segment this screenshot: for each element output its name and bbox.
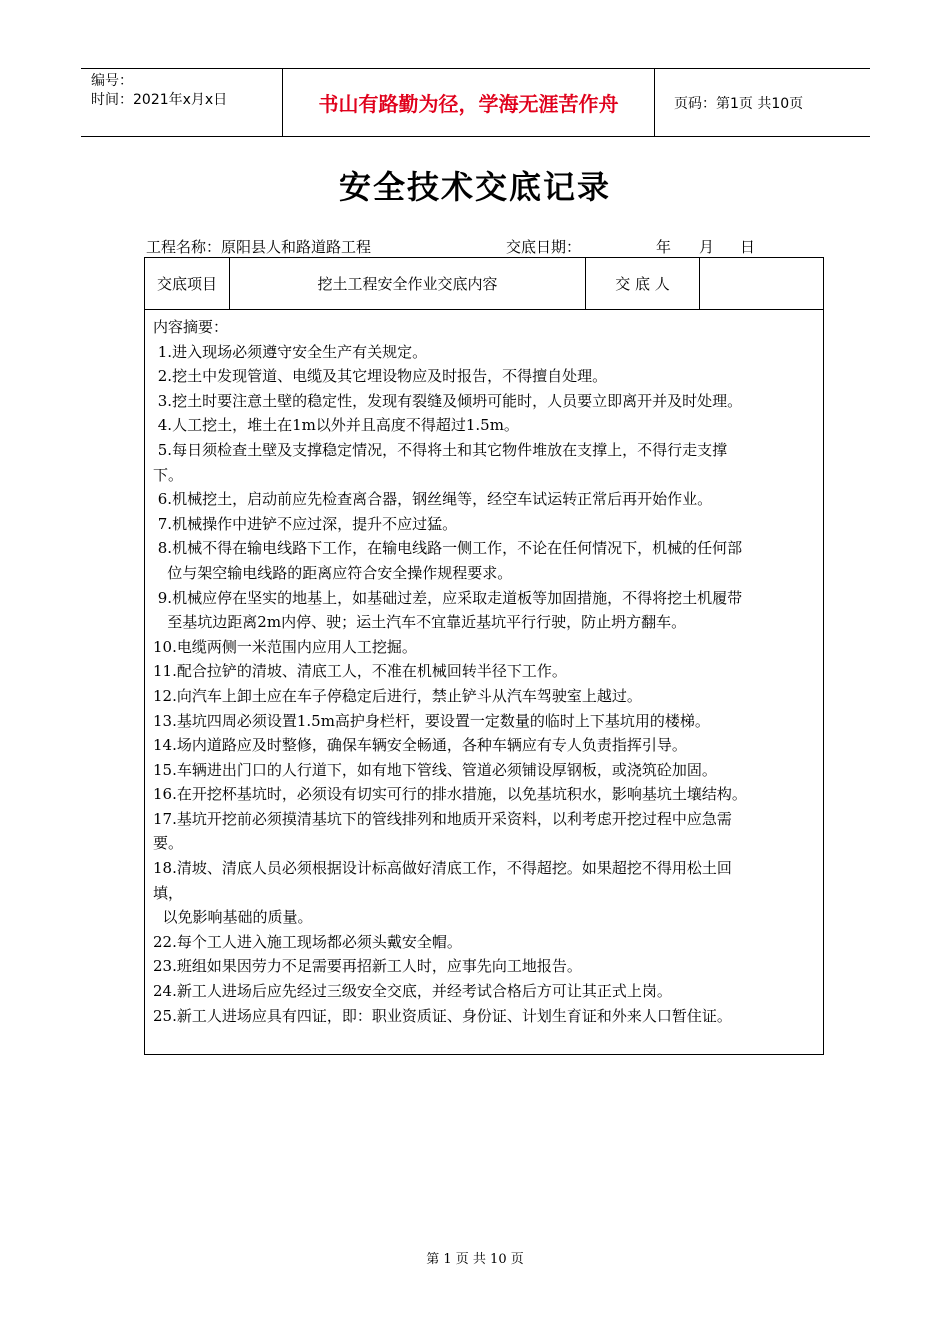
content-line: 25.新工人进场应具有四证，即：职业资质证、身份证、计划生育证和外来人口暂住证。	[153, 1006, 732, 1025]
handover-table	[144, 257, 824, 1055]
header-motto: 书山有路勤为径，学海无涯苦作舟	[282, 69, 655, 136]
content-line: 18.清坡、清底人员必须根据设计标高做好清底工作，不得超挖。如果超挖不得用松土回	[153, 859, 732, 878]
project-name: 工程名称：原阳县人和路道路工程	[146, 238, 372, 256]
content-line: 23.班组如果因劳力不足需要再招新工人时，应事先向工地报告。	[153, 957, 582, 976]
content-line: 10.电缆两侧一米范围内应用人工挖掘。	[153, 637, 417, 656]
content-line: 22.每个工人进入施工现场都必须头戴安全帽。	[153, 932, 462, 951]
date-year: 年	[656, 238, 672, 256]
content-line: 17.基坑开挖前必须摸清基坑下的管线排列和地质开采资料，以利考虑开挖过程中应急需	[153, 809, 732, 828]
content-line: 5.每日须检查土壁及支撑稳定情况，不得将土和其它物件堆放在支撑上，不得行走支撑	[153, 440, 728, 459]
number-label: 编号：	[91, 73, 133, 89]
content-line: 内容摘要：	[153, 318, 229, 336]
time-label: 时间：2021年x月x日	[91, 92, 228, 108]
page-header	[81, 68, 870, 137]
content-summary	[153, 315, 817, 1028]
item-label-cell: 交底项目	[145, 258, 230, 309]
person-value-cell	[700, 258, 823, 309]
date-label: 交底日期：	[506, 238, 582, 256]
person-label-cell: 交 底 人	[586, 258, 700, 309]
content-line: 3.挖土时要注意土壁的稳定性，发现有裂缝及倾坍可能时，人员要立即离开并及时处理。	[153, 391, 743, 410]
content-line: 15.车辆进出门口的人行道下，如有地下管线、管道必须铺设厚钢板，或浇筑砼加固。	[153, 760, 717, 779]
content-line: 9.机械应停在坚实的地基上，如基础过差，应采取走道板等加固措施，不得将挖土机履带	[153, 588, 743, 607]
content-line: 填，	[153, 883, 184, 902]
content-line: 24.新工人进场后应先经过三级安全交底，并经考试合格后方可让其正式上岗。	[153, 982, 672, 1001]
content-line: 16.在开挖杯基坑时，必须设有切实可行的排水措施，以免基坑积水，影响基坑土壤结构。	[153, 785, 747, 804]
content-line: 至基坑边距离2m内停、驶；运土汽车不宜靠近基坑平行行驶，防止坍方翻车。	[153, 613, 687, 632]
table-header-row	[145, 258, 823, 310]
content-line: 6.机械挖土，启动前应先检查离合器，钢丝绳等，经空车试运转正常后再开始作业。	[153, 490, 713, 509]
content-line: 以免影响基础的质量。	[153, 908, 313, 927]
content-line: 位与架空输电线路的距离应符合安全操作规程要求。	[153, 563, 513, 582]
content-line: 2.挖土中发现管道、电缆及其它埋设物应及时报告，不得擅自处理。	[153, 367, 608, 386]
item-value-cell: 挖土工程安全作业交底内容	[230, 258, 586, 309]
date-day: 日	[740, 238, 756, 256]
header-meta	[81, 69, 282, 136]
content-line: 1.进入现场必须遵守安全生产有关规定。	[153, 342, 428, 361]
content-line: 8.机械不得在输电线路下工作，在输电线路一侧工作，不论在任何情况下，机械的任何部	[153, 539, 743, 558]
header-page-code	[664, 69, 870, 136]
content-line: 11.配合拉铲的清坡、清底工人，不准在机械回转半径下工作。	[153, 662, 567, 681]
content-line: 7.机械操作中进铲不应过深，提升不应过猛。	[153, 514, 458, 533]
page-footer: 第 1 页 共 10 页	[426, 1252, 524, 1267]
content-line: 4.人工挖土，堆土在1m以外并且高度不得超过1.5m。	[153, 416, 519, 435]
page-code-text: 页码：第1页 共10页	[674, 95, 804, 112]
content-line: 13.基坑四周必须设置1.5m高护身栏杆，要设置一定数量的临时上下基坑用的楼梯。	[153, 711, 710, 730]
content-line: 下。	[153, 465, 184, 484]
content-line: 12.向汽车上卸土应在车子停稳定后进行，禁止铲斗从汽车驾驶室上越过。	[153, 686, 642, 705]
date-month: 月	[699, 238, 715, 256]
content-line: 要。	[153, 834, 184, 853]
content-line: 14.场内道路应及时整修，确保车辆安全畅通，各种车辆应有专人负责指挥引导。	[153, 736, 687, 755]
document-title: 安全技术交底记录	[338, 168, 611, 206]
